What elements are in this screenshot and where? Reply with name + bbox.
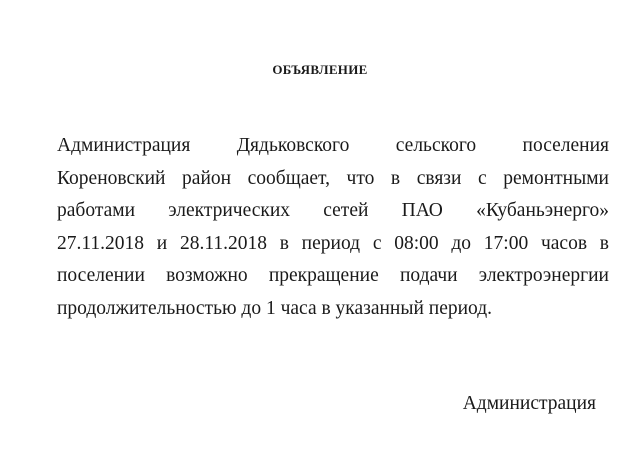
body-line-3: работами электрических сетей ПАО «Кубаньэнерго»	[57, 200, 609, 221]
document-title: ОБЪЯВЛЕНИЕ	[272, 62, 368, 77]
body-line-1: Администрация Дядьковского сельского поселения	[57, 135, 609, 156]
body-line-4: 27.11.2018 и 28.11.2018 в период с 08:00 до 17:00 часов в	[57, 232, 609, 254]
body-line-6: продолжительностью до 1 часа в указанный период.	[57, 297, 493, 319]
announcement-body	[57, 130, 609, 325]
body-line-5: поселении возможно прекращение подачи электроэнергии	[57, 265, 609, 286]
signature: Администрация	[462, 393, 596, 414]
body-line-2: Кореновский район сообщает, что в связи с ремонтными	[57, 167, 609, 189]
